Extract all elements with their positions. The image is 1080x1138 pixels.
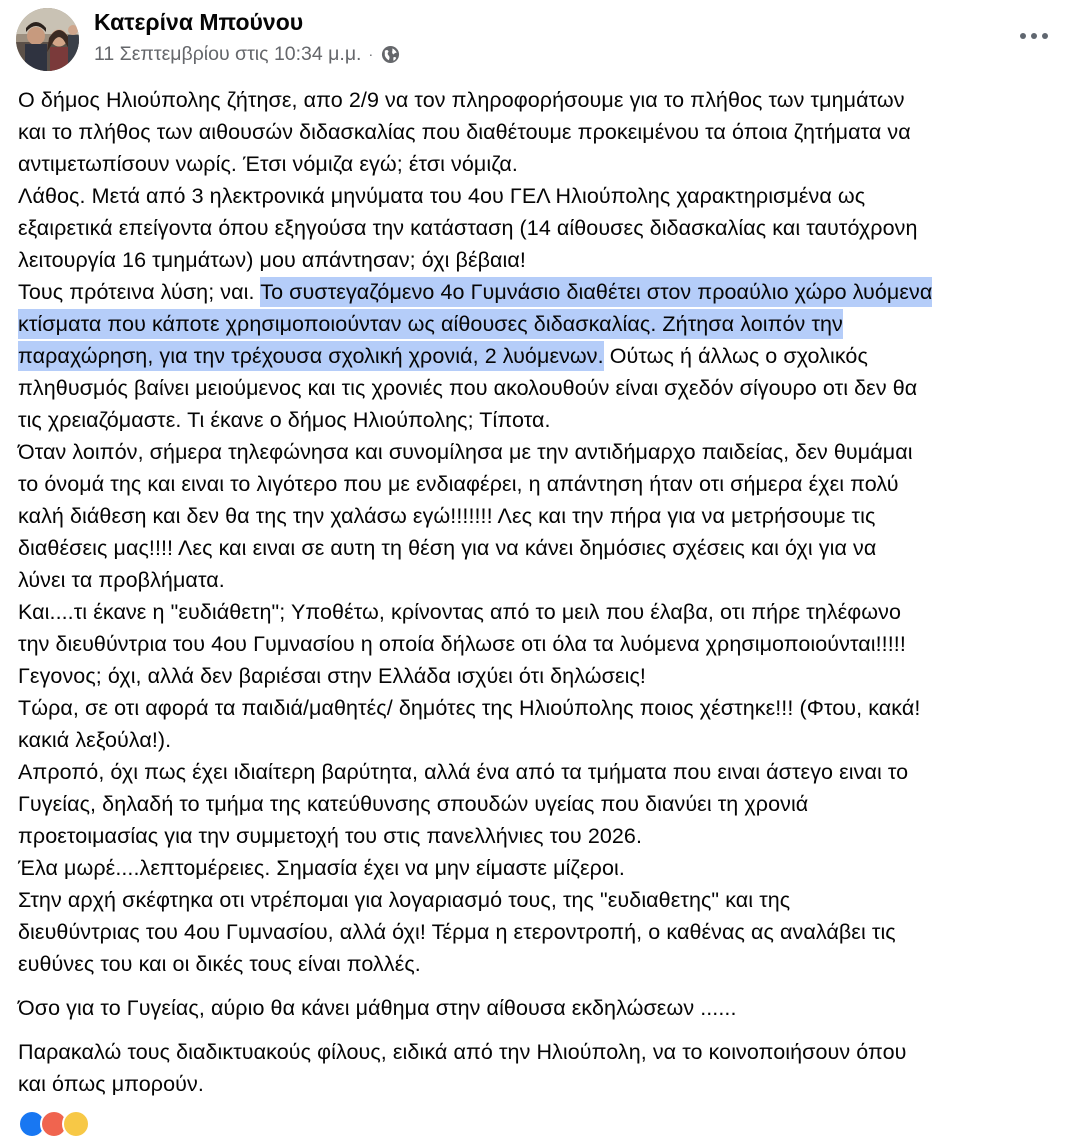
post-line: πληθυσμός βαίνει μειούμενος και τις χρονιές που ακολουθούν είναι σχεδόν σίγουρο οτι δεν θα — [18, 376, 918, 400]
post-line: τις χρειαζόμαστε. Τι έκανε ο δήμος Ηλιούπολης; Τίποτα. — [18, 408, 551, 432]
selected-text[interactable]: κτίσματα που κάποτε χρησιμοποιούνταν ως αίθουσες διδασκαλίας. Ζήτησα λοιπόν την — [18, 309, 843, 339]
author-name[interactable]: Κατερίνα Μπούνου — [94, 9, 304, 35]
post-line: αντιμετωπίσουν νωρίς. Έτσι νόμιζα εγώ; έτσι νόμιζα. — [18, 152, 518, 176]
post-line: Γεγονος; όχι, αλλά δεν βαριέσαι στην Ελλάδα ισχύει ότι δηλώσεις! — [18, 664, 646, 688]
post-line: Όταν λοιπόν, σήμερα τηλεφώνησα και συνομίλησα με την αντιδήμαρχο παιδείας, δεν θυμάμαι — [18, 440, 913, 464]
post-line: Παρακαλώ τους διαδικτυακούς φίλους, ειδικά από την Ηλιούπολη, να το κοινοποιήσουν όπου — [18, 1040, 907, 1064]
post-text-segment: Τους πρότεινα λύση; ναι. — [18, 280, 261, 304]
post-text — [18, 84, 1068, 1100]
haha-reaction-icon — [62, 1110, 90, 1138]
post-line: Ο δήμος Ηλιούπολης ζήτησε, απο 2/9 να τον πληροφορήσουμε για το πλήθος των τμημάτων — [18, 88, 905, 112]
post-line: λειτουργία 16 τμημάτων) μου απάντησαν; όχι βέβαια! — [18, 248, 526, 272]
post-line: διευθύντριας του 4ου Γυμνασίου, αλλά όχι! Τέρμα η ετεροντροπή, ο καθένας ας αναλάβει τις — [18, 920, 896, 944]
post-timestamp[interactable]: 11 Σεπτεμβρίου στις 10:34 μ.μ. — [94, 43, 362, 65]
post-line: Στην αρχή σκέφτηκα οτι ντρέπομαι για λογαριασμό τους, της "ευδιαθετης" και της — [18, 888, 791, 912]
post-line: την διευθύντρια του 4ου Γυμνασίου η οποία δήλωσε οτι όλα τα λυόμενα χρησιμοποιούνται!!!!! — [18, 632, 906, 656]
post-line — [18, 276, 1068, 308]
post-line: Τώρα, σε οτι αφορά τα παιδιά/μαθητές/ δημότες της Ηλιούπολης ποιος χέστηκε!!! (Φτου, κακά! — [18, 696, 921, 720]
post-line: Απροπό, όχι πως έχει ιδιαίτερη βαρύτητα, αλλά ένα από τα τμήματα που ειναι άστεγο ειναι το — [18, 760, 909, 784]
post-line — [18, 308, 1068, 340]
globe-icon[interactable] — [381, 45, 400, 64]
post-line: προετοιμασίας για την συμμετοχή του στις πανελλήνιες του 2026. — [18, 824, 643, 848]
post-line: Έλα μωρέ....λεπτομέρειες. Σημασία έχει να μην είμαστε μίζεροι. — [18, 856, 625, 880]
reactions-bar[interactable] — [18, 1110, 84, 1134]
post-line: καλή διάθεση και δεν θα της την χαλάσω εγώ!!!!!!! Λες και την πήρα για να μετρήσουμε τις — [18, 504, 876, 528]
post-line: Λάθος. Μετά από 3 ηλεκτρονικά μηνύματα του 4ου ΓΕΛ Ηλιούπολης χαρακτηρισμένα ως — [18, 184, 866, 208]
post-line: εξαιρετικά επείγοντα όπου εξηγούσα την κατάσταση (14 αίθουσες διδασκαλίας και ταυτόχρονη — [18, 216, 918, 240]
selected-text[interactable]: Το συστεγαζόμενο 4ο Γυμνάσιο διαθέτει στον προαύλιο χώρο λυόμενα — [260, 277, 932, 307]
selected-text[interactable]: παραχώρηση, για την τρέχουσα σχολική χρονιά, 2 λυόμενων. — [18, 341, 604, 371]
post-line — [18, 340, 1068, 372]
post-line: διαθέσεις μας!!!! Λες και ειναι σε αυτη τη θέση για να κάνει δημόσιες σχέσεις και όχι για να — [18, 536, 877, 560]
post-line: και όπως μπορούν. — [18, 1072, 204, 1096]
avatar-photo — [16, 8, 79, 71]
post-header — [0, 0, 1080, 80]
author-avatar[interactable] — [16, 8, 79, 71]
post-line: Γυγείας, δηλαδή το τμήμα της κατεύθυνσης σπουδών υγείας που διανύει τη χρονιά — [18, 792, 809, 816]
post-line: λύνει τα προβλήματα. — [18, 568, 225, 592]
post-text-segment: Ούτως ή άλλως ο σχολικός — [603, 344, 868, 368]
more-options-icon[interactable] — [1014, 22, 1054, 50]
post-line: το όνομά της και ειναι το λιγότερο που με ενδιαφέρει, η απάντηση ήταν οτι σήμερα έχει πολύ — [18, 472, 899, 496]
post-line: Και....τι έκανε η "ευδιάθετη"; Υποθέτω, κρίνοντας από το μειλ που έλαβα, οτι πήρε τηλέφωνο — [18, 600, 902, 624]
post-line: ευθύνες του και οι δικές τους είναι πολλές. — [18, 952, 421, 976]
post-meta — [94, 43, 400, 66]
meta-separator: · — [368, 45, 374, 62]
post-line: κακιά λεξούλα!). — [18, 728, 172, 752]
post-line: και το πλήθος των αιθουσών διδασκαλίας που διαθέτουμε προκειμένου τα όποια ζητήματα να — [18, 120, 911, 144]
post-line: Όσο για το Γυγείας, αύριο θα κάνει μάθημα στην αίθουσα εκδηλώσεων ...... — [18, 996, 737, 1020]
